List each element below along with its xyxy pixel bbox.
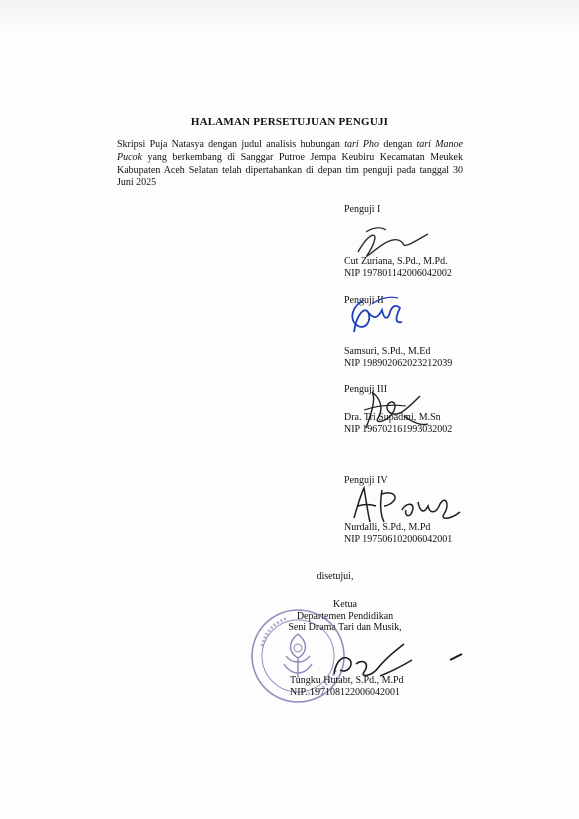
examiner-4-role: Penguji IV [344, 475, 388, 486]
examiner-1-identity [344, 256, 452, 279]
examiner-2-identity [344, 346, 452, 369]
examiner-1-name: Cut Zuriana, S.Pd., M.Pd. [344, 256, 448, 267]
position-line-1: Ketua [333, 599, 357, 610]
paragraph-italic-1: tari Pho [344, 139, 380, 150]
examiner-4-nip: NIP 197506102006042001 [344, 533, 453, 545]
position-line-3: Seni Drama Tari dan Musik, [288, 622, 402, 633]
examiner-1-role: Penguji I [344, 204, 381, 215]
paragraph-text-1: Skripsi Puja Natasya dengan judul analisis hubungan [117, 139, 345, 150]
examiner-3-role: Penguji III [344, 384, 388, 395]
chair-identity [290, 675, 404, 698]
examiner-1-nip: NIP 197801142006042002 [344, 267, 452, 279]
position-line-2: Departemen Pendidikan [296, 610, 394, 622]
examiner-2-nip: NIP 198902062023212039 [344, 357, 453, 369]
examiner-1-block [344, 204, 380, 216]
examiner-4-identity [344, 522, 452, 545]
examiner-2-role: Penguji II [344, 295, 384, 306]
page-title: HALAMAN PERSETUJUAN PENGUJI [190, 116, 389, 128]
paragraph-italic-2: tari Manoe Pucok [117, 139, 463, 163]
chair-name: Tungku Hutabt, S.Pd., M.Pd [290, 675, 404, 686]
chair-nip: NIP. 197108122006042001 [290, 686, 401, 698]
approval-paragraph [117, 139, 463, 190]
examiner-3-nip: NIP 196702161993032002 [344, 423, 453, 435]
paragraph-text-2: dengan [379, 139, 417, 150]
examiner-2-signature [344, 290, 414, 340]
examiner-4-name: Nurdalli, S.Pd., M.Pd [344, 522, 431, 533]
approval-label: disetujui, [316, 571, 354, 582]
examiner-2-name: Samsuri, S.Pd., M.Ed [344, 346, 431, 357]
examiner-3-identity [344, 412, 452, 435]
examiner-3-name: Dra. Tri Supadmi, M.Sn [344, 412, 441, 423]
scan-shadow [0, 0, 579, 34]
paragraph-text-3: yang berkembang di Sanggar Putroe Jempa Keubiru Kecamatan Meukek Kabupaten Aceh Selatan telah dipertahankan di depan tim penguji pada tanggal 30 Juni 2025 [117, 151, 463, 189]
